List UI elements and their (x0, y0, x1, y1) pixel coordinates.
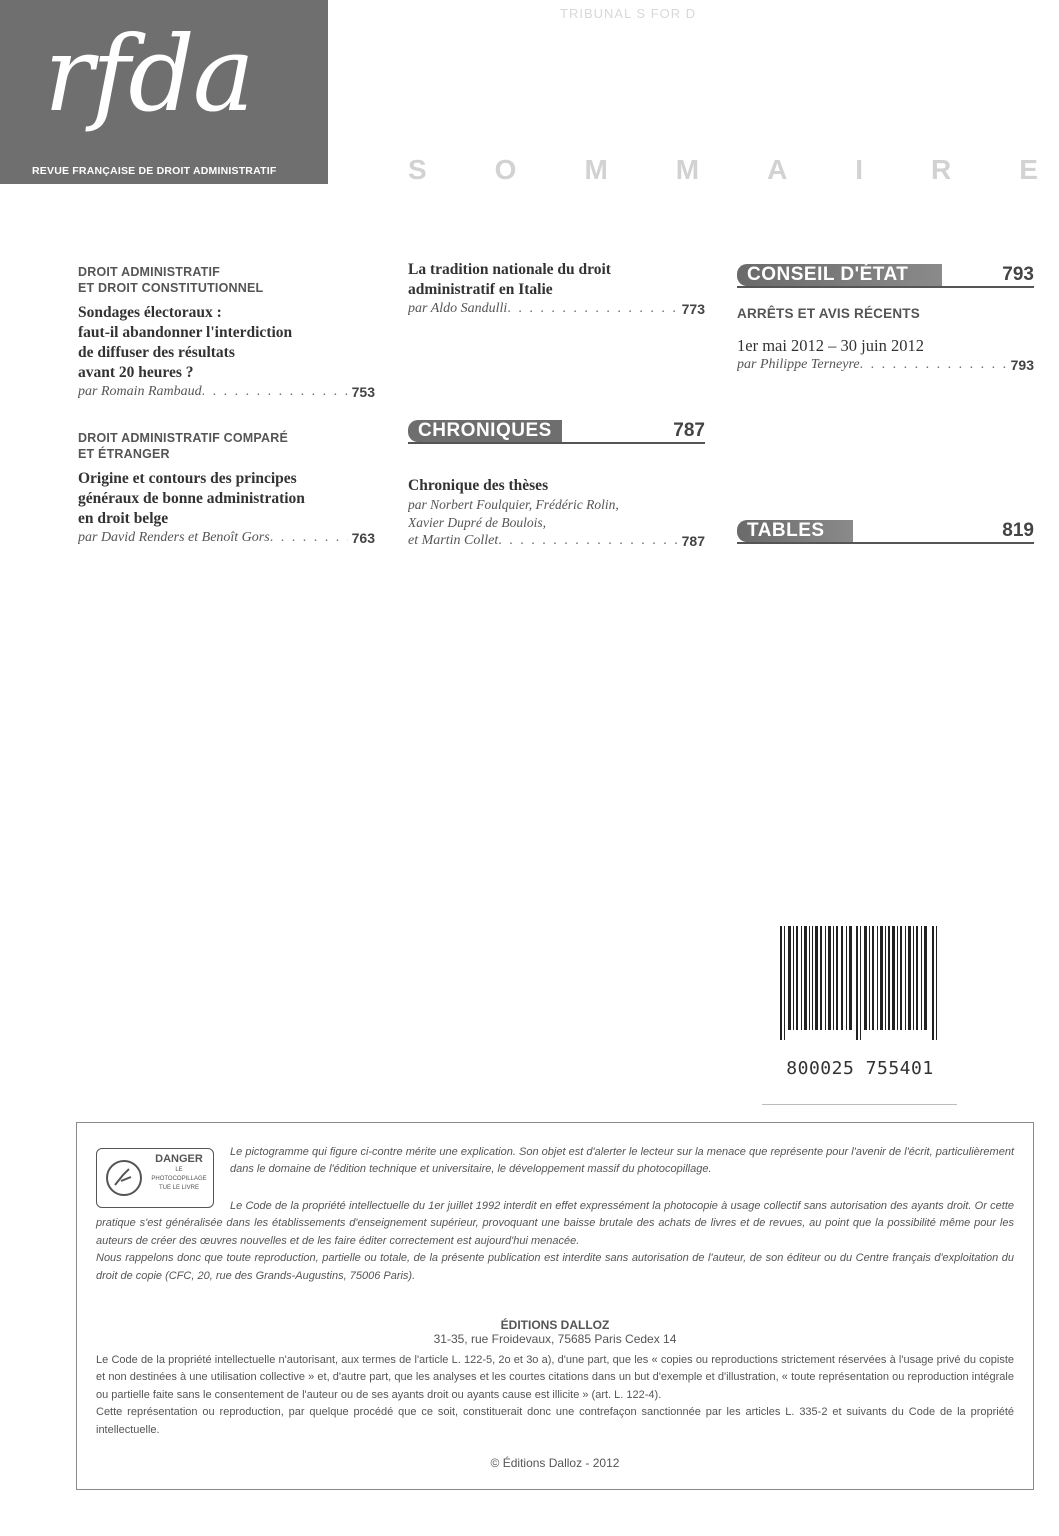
section-chroniques[interactable] (408, 418, 705, 444)
leader-dots (498, 532, 677, 550)
section-label: CHRONIQUES (408, 420, 562, 442)
rubric-heading: DROIT ADMINISTRATIF COMPARÉ ET ÉTRANGER (78, 431, 289, 461)
bleed-through-header: TRIBUNAL S FOR D (560, 6, 697, 21)
page-number: 793 (1010, 357, 1034, 373)
toc-entry-principes-belge[interactable] (78, 430, 375, 547)
barcode-number: 800025 755401 (786, 1058, 934, 1079)
publisher-name: ÉDITIONS DALLOZ (500, 1318, 610, 1332)
author-line (737, 356, 1034, 374)
notice-paragraph: Nous rappelons donc que toute reproduction, partielle ou totale, de la présente publication est interdite sans autorisation de l'auteur, de son éditeur ou du Centre français d'exploitation du droit de copie (CFC, 20, rue des Grands-Augustins, 75006 Paris). (96, 1252, 1014, 1282)
sommaire-letter: S (408, 154, 427, 185)
sommaire-letter: I (855, 154, 864, 185)
section-header (408, 418, 705, 444)
toc-entry-chronique-theses[interactable] (408, 476, 705, 550)
sommaire-heading (408, 154, 1038, 186)
sommaire-letter: M (584, 154, 608, 185)
sommaire-letter: O (494, 154, 517, 185)
page-number: 753 (351, 384, 375, 400)
section-label: CONSEIL D'ÉTAT (737, 264, 942, 286)
barcode (780, 926, 940, 1040)
page-number: 763 (351, 530, 375, 546)
journal-subtitle: REVUE FRANÇAISE DE DROIT ADMINISTRATIF (32, 165, 277, 177)
section-tables[interactable] (737, 518, 1034, 544)
author-line: Xavier Dupré de Boulois, (408, 515, 546, 530)
author-line (408, 532, 705, 550)
page-number: 773 (681, 301, 705, 317)
toc-entry-sondages[interactable] (78, 264, 375, 401)
article-title: Sondages électoraux : faut-il abandonner l'interdiction de diffuser des résultats avant 20 heures ? (78, 304, 293, 381)
section-page-number: 787 (673, 420, 705, 441)
leader-dots (860, 356, 1007, 374)
divider (762, 1104, 957, 1105)
author-name: par Aldo Sandulli (408, 301, 508, 316)
hand-icon (103, 1157, 145, 1199)
notice-paragraph: Le pictogramme qui figure ci-contre mérite une explication. Son objet est d'alerter le lecteur sur la menace que représente pour l'avenir de l'écrit, particulièrement dans le domaine de l'édition technique et universitaire, le développement massif du photocopillage. (230, 1146, 1014, 1176)
article-title: 1er mai 2012 – 30 juin 2012 (737, 336, 924, 355)
section-conseil-etat[interactable] (737, 262, 1034, 288)
author-line: par Norbert Foulquier, Frédéric Rolin, (408, 497, 619, 512)
section-header (737, 518, 1034, 544)
author-line (78, 529, 375, 547)
notice-paragraph: Cette représentation ou reproduction, par quelque procédé que ce soit, constituerait donc une contrefaçon sanctionnée par les articles L. 335-2 et suivants du Code de la propriété intellectuelle. (96, 1406, 1014, 1436)
rubric-heading: ARRÊTS ET AVIS RÉCENTS (737, 306, 920, 321)
toc-entry-italie[interactable] (408, 260, 705, 318)
rfda-logo: rfda (44, 13, 253, 135)
sommaire-letter: A (767, 154, 788, 185)
article-title: Origine et contours des principes généraux de bonne administration en droit belge (78, 470, 305, 527)
article-title: Chronique des thèses (408, 477, 549, 494)
page-number: 787 (681, 533, 705, 549)
notice-paragraph: Le Code de la propriété intellectuelle n'autorisant, aux termes de l'article L. 122-5, 2o et 3o a), d'une part, que les « copies ou reproductions strictement réservées à l'usage privé du copiste et non destinées à une utilisation collective » et, d'autre part, que les analyses et les courtes citations dans un but d'exemple et d'illustration, « toute représentation ou reproduction intégrale ou partielle faite sans le consentement de l'auteur ou de ses ayants droit ou ayants cause est illicite » (art. L. 122-4). (96, 1354, 1014, 1401)
section-header (737, 262, 1034, 288)
author-name: par Philippe Terneyre (737, 357, 860, 372)
author-line (408, 300, 705, 318)
sommaire-letter: E (1019, 154, 1038, 185)
publisher-address: 31-35, rue Froidevaux, 75685 Paris Cedex 14 (433, 1332, 677, 1346)
section-label: TABLES (737, 520, 853, 542)
leader-dots (507, 300, 677, 318)
leader-dots (270, 529, 348, 547)
danger-photocopillage-icon: DANGER LE PHOTOCOPILLAGE TUE LE LIVRE (96, 1148, 214, 1208)
author-name: par David Renders et Benoît Gors (78, 530, 270, 545)
sommaire-letter: R (931, 154, 952, 185)
sommaire-letter: M (675, 154, 700, 185)
rubric-heading: DROIT ADMINISTRATIF ET DROIT CONSTITUTIONNEL (78, 265, 264, 295)
copyright-line: © Éditions Dalloz - 2012 (490, 1456, 620, 1470)
author-name: par Romain Rambaud (78, 384, 202, 399)
author-line (78, 383, 375, 401)
leader-dots (202, 383, 348, 401)
author-name: et Martin Collet (408, 533, 499, 548)
notice-paragraph: Le Code de la propriété intellectuelle du 1er juillet 1992 interdit en effet expressément la photocopie à usage collectif sans autorisation des ayants droit. Or cette pratique s'est généralisée dans les établissements d'enseignement supérieur, provoquant une baisse brutale des achats de livres et de revues, au point que la possibilité même pour les auteurs de créer des œuvres nouvelles et de les faire éditer correctement est aujourd'hui menacée. (96, 1200, 1014, 1247)
section-page-number: 819 (1002, 520, 1034, 541)
section-page-number: 793 (1002, 264, 1034, 285)
article-title: La tradition nationale du droit administratif en Italie (408, 261, 611, 298)
toc-entry-arrets[interactable] (737, 306, 1034, 374)
